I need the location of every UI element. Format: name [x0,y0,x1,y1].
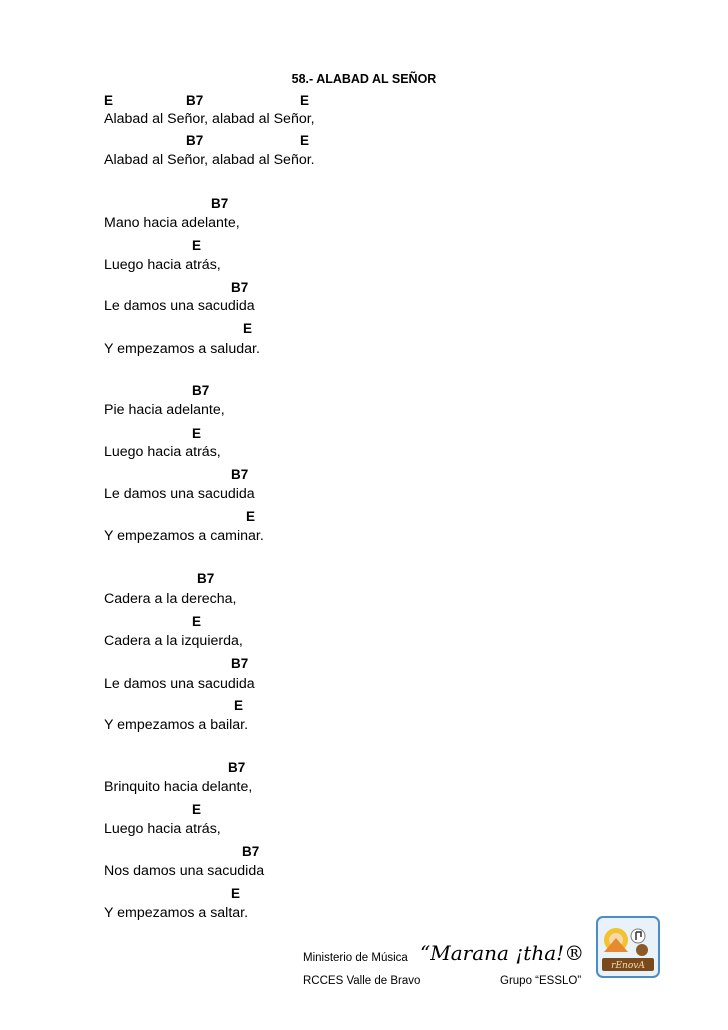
chord-e: E [243,321,253,336]
lyric-line: Y empezamos a bailar. [104,717,249,733]
chord-b7: B7 [228,760,246,775]
chord-e: E [104,93,114,108]
lyric-line: Alabad al Señor, alabad al Señor, [104,111,315,127]
chord-e: E [231,886,241,901]
chord-b7: B7 [192,383,210,398]
lyric-line: Y empezamos a caminar. [104,528,264,544]
lyric-line: Le damos una sacudida [104,298,255,314]
lyric-line: Cadera a la izquierda, [104,633,243,649]
chord-e: E [192,614,202,629]
lyric-line: Luego hacia atrás, [104,821,221,837]
lyric-line: Mano hacia adelante, [104,215,240,231]
chord-b7: B7 [186,93,204,108]
lyric-line: Pie hacia adelante, [104,402,225,418]
lyric-line: Cadera a la derecha, [104,591,237,607]
lyric-line: Y empezamos a saludar. [104,341,260,357]
chord-e: E [192,238,202,253]
chord-e: E [192,426,202,441]
logo-label: rEnovA [611,961,645,971]
lyric-line: Alabad al Señor, alabad al Señor. [104,152,315,168]
chord-b7: B7 [211,196,229,211]
chord-b7: B7 [197,571,215,586]
renova-logo [596,916,660,978]
lyric-line: Y empezamos a saltar. [104,905,249,921]
chord-b7: B7 [231,280,249,295]
song-title: 58.- ALABAD AL SEÑOR [291,72,437,86]
footer-ministry: Ministerio de Música [303,952,408,964]
chord-e: E [234,698,244,713]
chord-e: E [300,133,310,148]
lyric-line: Nos damos una sacudida [104,863,265,879]
chord-b7: B7 [231,656,249,671]
lyric-line: Brinquito hacia delante, [104,779,253,795]
chord-b7: B7 [186,133,204,148]
chord-b7: B7 [242,844,260,859]
footer-organization: RCCES Valle de Bravo [303,975,421,987]
chord-e: E [246,509,256,524]
footer-brand: “Marana ¡tha!® [420,941,585,965]
lyric-line: Le damos una sacudida [104,486,255,502]
chord-b7: B7 [231,467,249,482]
lyric-line: Luego hacia atrás, [104,257,221,273]
chord-e: E [300,93,310,108]
chord-e: E [192,802,202,817]
lyric-line: Le damos una sacudida [104,676,255,692]
lyric-line: Luego hacia atrás, [104,444,221,460]
footer-group: Grupo “ESSLO” [500,975,582,987]
